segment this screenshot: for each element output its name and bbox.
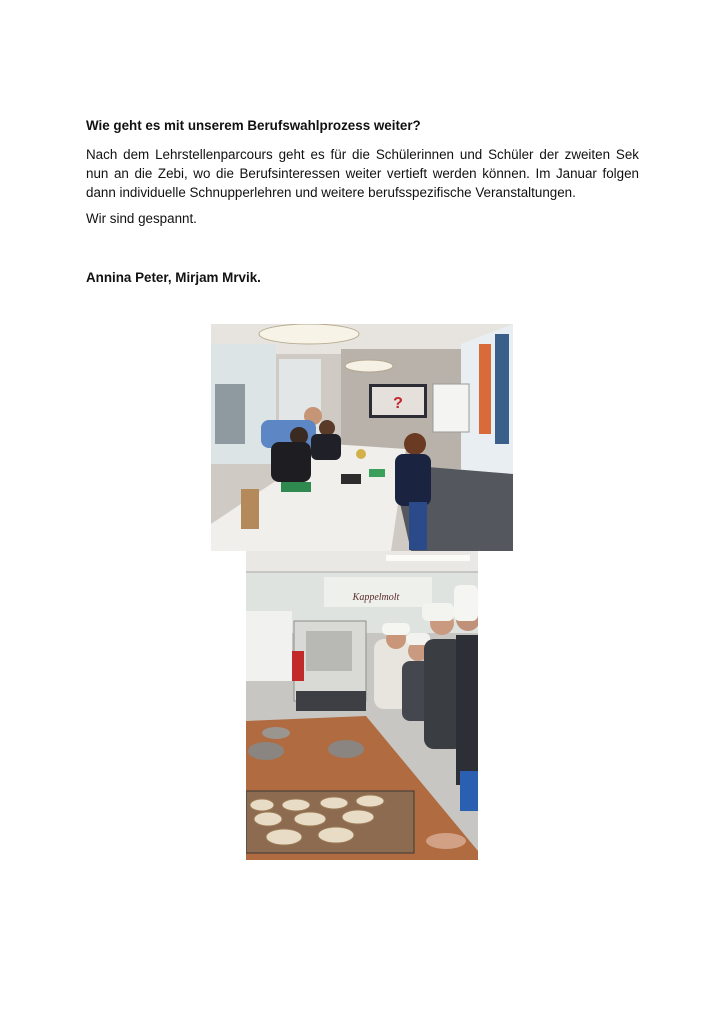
section-heading: Wie geht es mit unserem Berufswahlprozess weiter? [86,118,421,133]
closing-line: Wir sind gespannt. [86,211,197,226]
classroom-photo [211,324,513,551]
bakery-sign: Kappelmolt [352,592,400,603]
body-paragraph: Nach dem Lehrstellenparcours geht es für die Schülerinnen und Schüler der zweiten Sek nun an die Zebi, wo die Berufsinteressen weiter vertieft werden können. Im Januar folgen dann individuelle Schnupperlehren und weitere berufsspezifische Veranstaltungen. [86,147,639,200]
screen-question-mark: ? [393,395,403,412]
author-names: Annina Peter, Mirjam Mrvik. [86,270,261,285]
bakery-photo [246,551,478,860]
